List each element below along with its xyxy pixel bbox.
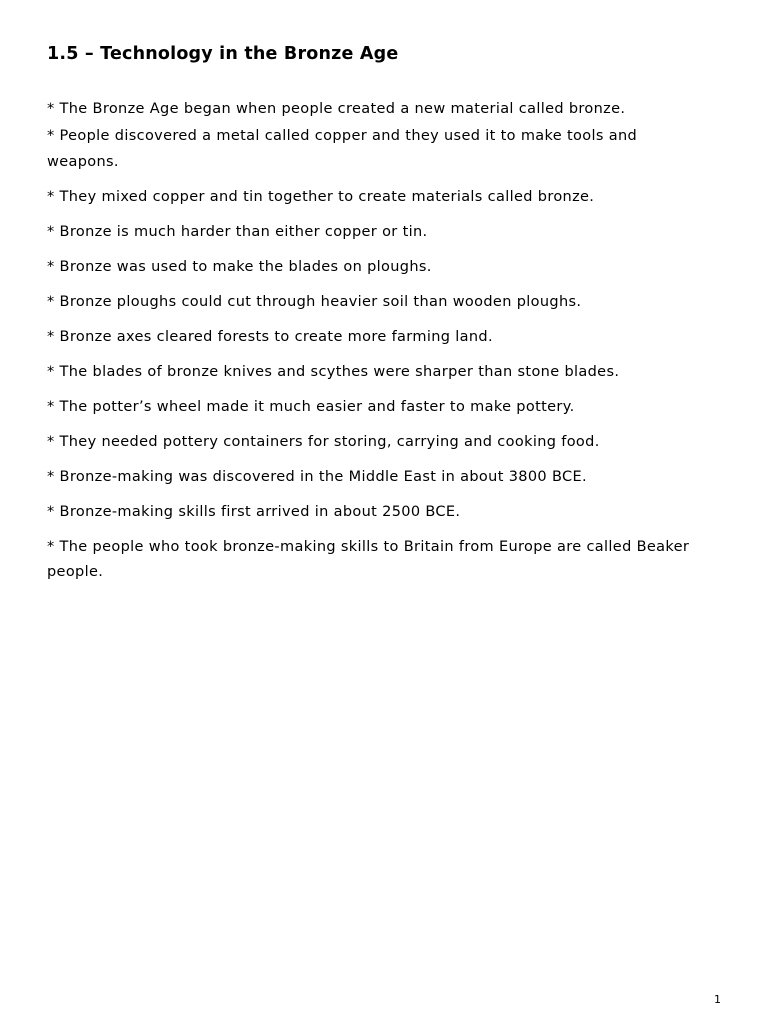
bullet-item: * Bronze-making skills first arrived in about 2500 BCE. (47, 503, 461, 520)
bullet-item: * The potter’s wheel made it much easier and faster to make pottery. (47, 398, 575, 415)
bullet-item: * They mixed copper and tin together to create materials called bronze. (47, 188, 595, 205)
bullet-item: * Bronze ploughs could cut through heavier soil than wooden ploughs. (47, 293, 582, 310)
bullet-item: * Bronze axes cleared forests to create more farming land. (47, 328, 493, 345)
bullet-item: * The Bronze Age began when people created a new material called bronze. (47, 101, 626, 117)
bullet-item: * Bronze-making was discovered in the Middle East in about 3800 BCE. (47, 468, 587, 485)
bullet-item: * The blades of bronze knives and scythes were sharper than stone blades. (47, 363, 620, 380)
bullet-item: * People discovered a metal called copper and they used it to make tools and weapons. (47, 128, 638, 170)
bullet-item: * Bronze was used to make the blades on ploughs. (47, 258, 432, 275)
document-page (47, 42, 707, 595)
bullet-list (47, 97, 707, 586)
bullet-item: * Bronze is much harder than either copper or tin. (47, 223, 428, 240)
bullet-item: * The people who took bronze-making skills to Britain from Europe are called Beaker people. (47, 538, 690, 580)
page-number: 1 (714, 993, 721, 1006)
bullet-item: * They needed pottery containers for storing, carrying and cooking food. (47, 433, 600, 450)
document-title: 1.5 – Technology in the Bronze Age (47, 44, 399, 64)
